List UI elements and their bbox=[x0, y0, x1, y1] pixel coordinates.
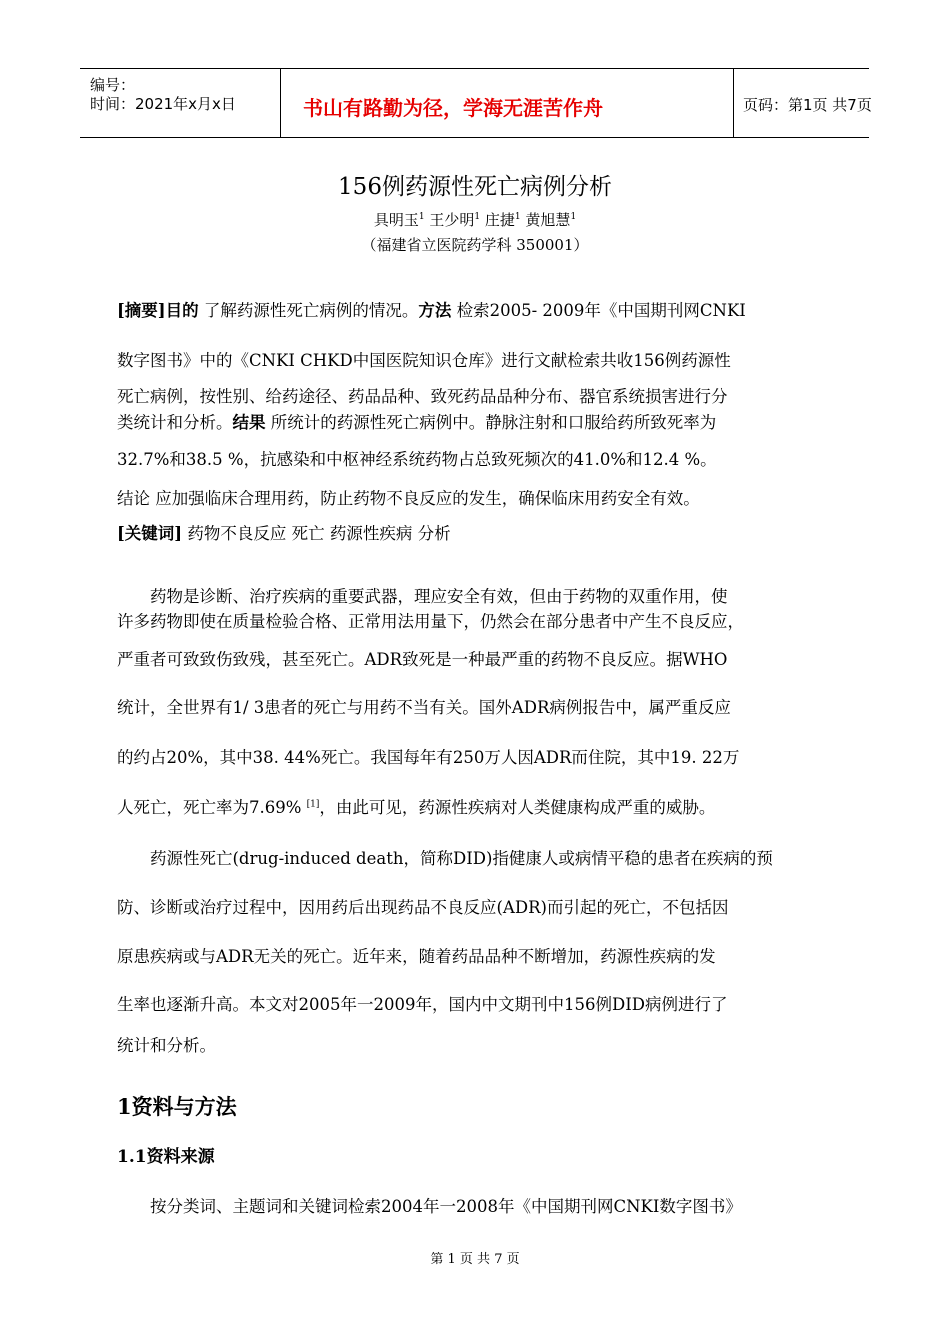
body-line: 的约占20%，其中38. 44%死亡。我国每年有250万人因ADR而住院，其中19. 22万 bbox=[117, 748, 740, 767]
author-name: 王少明 bbox=[429, 211, 475, 229]
subsection-heading: 1.1资料来源 bbox=[117, 1147, 215, 1167]
header-meta-cell bbox=[80, 69, 280, 137]
body-line: 生率也逐渐升高。本文对2005年一2009年，国内中文期刊中156例DID病例进行了 bbox=[117, 995, 728, 1014]
body-line: 药物是诊断、治疗疾病的重要武器，理应安全有效，但由于药物的双重作用，使 bbox=[150, 587, 728, 606]
body-line: 人死亡，死亡率为7.69% [1]，由此可见，药源性疾病对人类健康构成严重的威胁。 bbox=[117, 798, 716, 817]
header-page-cell bbox=[733, 69, 872, 137]
body-line: 许多药物即使在质量检验合格、正常用法用量下，仍然会在部分患者中产生不良反应， bbox=[117, 612, 744, 631]
header-motto-cell bbox=[280, 69, 734, 137]
abstract-line: 数字图书》中的《CNKI CHKD中国医院知识仓库》进行文献检索共收156例药源性 bbox=[117, 351, 731, 370]
citation-ref: [1] bbox=[306, 799, 320, 810]
body-line: 统计，全世界有1/ 3患者的死亡与用药不当有关。国外ADR病例报告中，属严重反应 bbox=[117, 698, 731, 717]
date-label: 时间：2021年x月x日 bbox=[90, 95, 236, 113]
abstract-line: 结论 应加强临床合理用药，防止药物不良反应的发生，确保临床用药安全有效。 bbox=[117, 489, 700, 508]
author-name: 具明玉 bbox=[373, 211, 419, 229]
body-line: 原患疾病或与ADR无关的死亡。近年来，随着药品品种不断增加，药源性疾病的发 bbox=[117, 947, 716, 966]
authors-line: 具明玉$^1$ 王少明$^1$ 庄捷$^1$ 黄旭慧$^1$ bbox=[373, 211, 577, 229]
affiliation: （福建省立医院药学科 350001） bbox=[361, 236, 589, 254]
serial-label: 编号： bbox=[90, 76, 136, 94]
motto: 书山有路勤为径，学海无涯苦作舟 bbox=[303, 96, 603, 120]
keywords-line: [关键词] 药物不良反应 死亡 药源性疾病 分析 bbox=[117, 524, 451, 543]
abstract-line: [摘要]目的 了解药源性死亡病例的情况。方法 检索2005- 2009年《中国期刊网CNKI bbox=[117, 301, 746, 320]
abstract-line: 类统计和分析。结果 所统计的药源性死亡病例中。静脉注射和口服给药所致死率为 bbox=[117, 413, 717, 432]
author-name: 黄旭慧 bbox=[525, 211, 571, 229]
paper-title: 156例药源性死亡病例分析 bbox=[338, 174, 612, 200]
author-name: 庄捷 bbox=[484, 211, 515, 229]
page-info: 页码：第1页 共7页 bbox=[743, 96, 872, 114]
header-box bbox=[80, 68, 872, 138]
page-footer: 第 1 页 共 7 页 bbox=[430, 1252, 520, 1267]
abstract-line: 死亡病例，按性别、给药途径、药品品种、致死药品品种分布、器官系统损害进行分 bbox=[117, 387, 728, 406]
body-line: 药源性死亡(drug-induced death，简称DID)指健康人或病情平稳的患者在疾病的预 bbox=[150, 849, 773, 868]
body-line: 严重者可致致伤致残，甚至死亡。ADR致死是一种最严重的药物不良反应。据WHO bbox=[117, 650, 728, 669]
body-line: 防、诊断或治疗过程中，因用药后出现药品不良反应(ADR)而引起的死亡，不包括因 bbox=[117, 898, 729, 917]
abstract-line: 32.7%和38.5 %，抗感染和中枢神经系统药物占总致死频次的41.0%和12.4 %。 bbox=[117, 450, 717, 469]
section-heading: 1资料与方法 bbox=[117, 1094, 237, 1119]
body-line: 按分类词、主题词和关键词检索2004年一2008年《中国期刊网CNKI数字图书》 bbox=[150, 1197, 742, 1216]
body-line: 统计和分析。 bbox=[117, 1036, 216, 1055]
